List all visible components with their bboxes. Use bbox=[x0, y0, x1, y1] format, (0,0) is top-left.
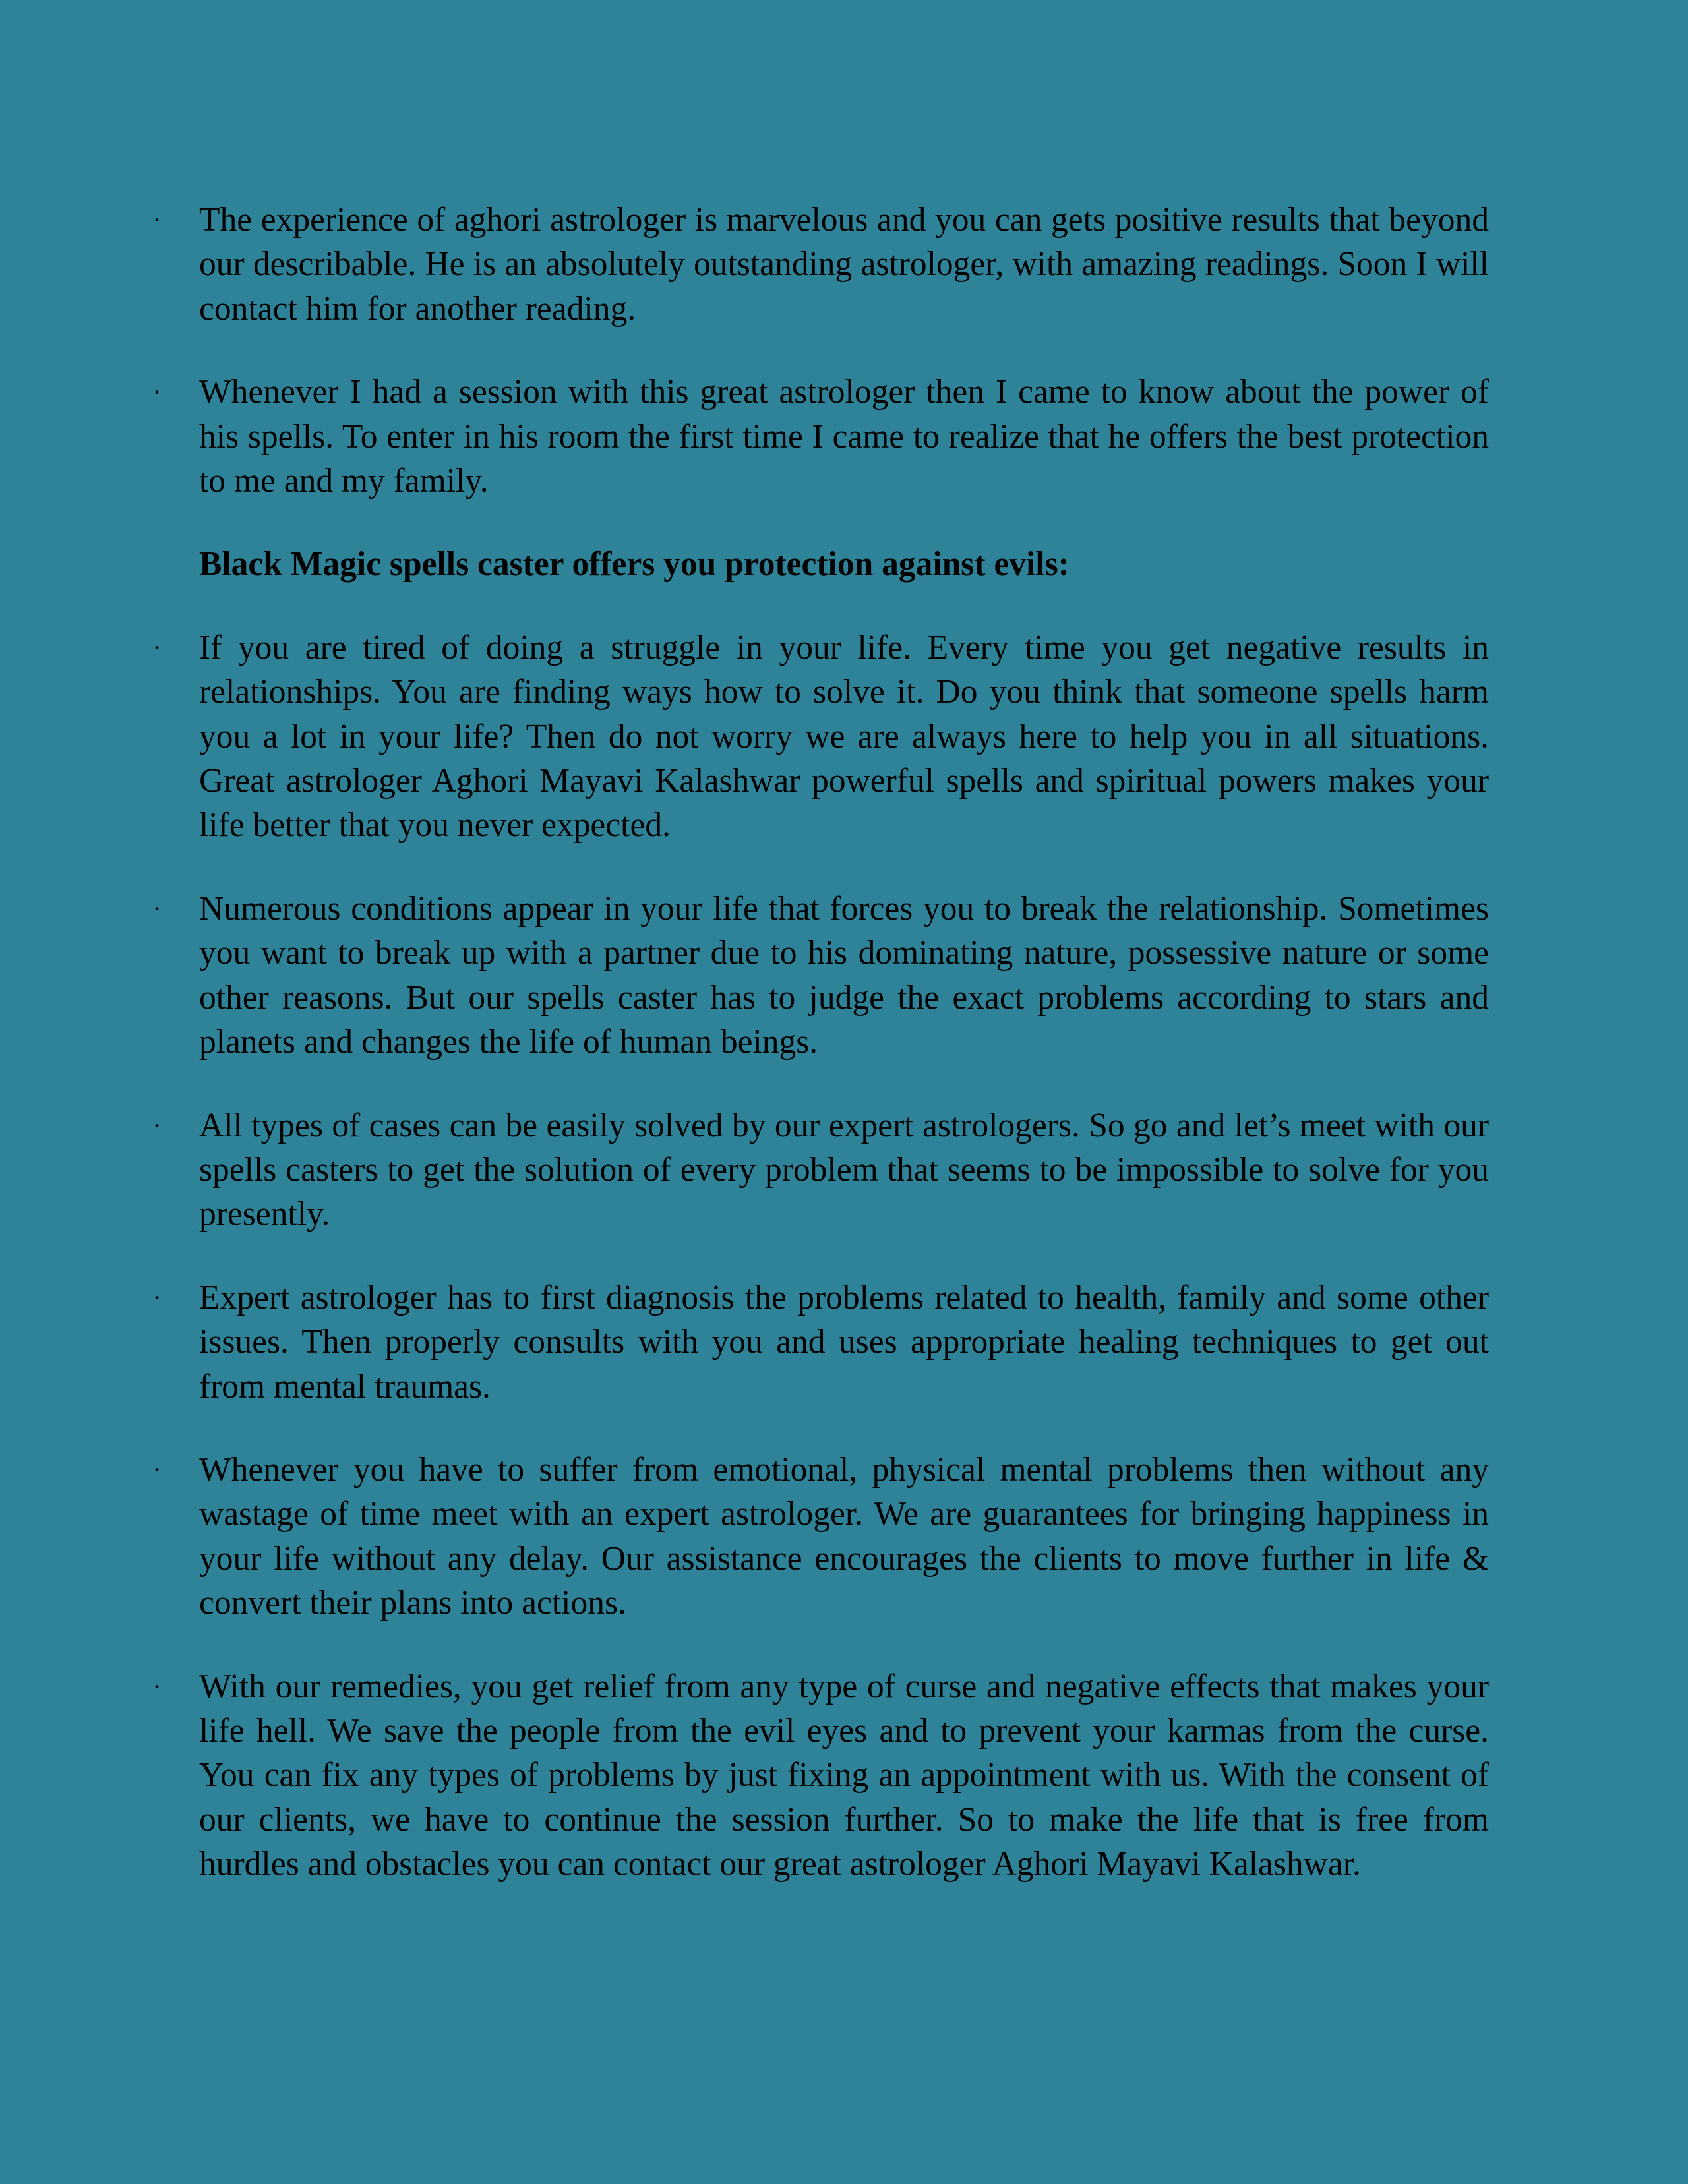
paragraph-text: If you are tired of doing a struggle in your life. Every time you get negative results in relationships. You are finding ways how to solve it. Do you think that someone spells harm you a lot in your life? Then do not worry we are always here to help you in all situations. Great astrologer Aghori Mayavi Kalashwar powerful spells and spiritual powers makes your life better that you never expected. bbox=[199, 628, 1489, 844]
paragraph-text: Numerous conditions appear in your life that forces you to break the relationship. Sometimes you want to break up with a partner due to his dominating nature, possessive nature or some other reasons. But our spells caster has to judge the exact problems according to stars and planets and changes the life of human beings. bbox=[199, 889, 1489, 1061]
bullet-paragraph bbox=[152, 370, 1489, 503]
section-heading: Black Magic spells caster offers you protection against evils: bbox=[199, 545, 1070, 583]
paragraph-text: The experience of aghori astrologer is marvelous and you can gets positive results that beyond our describable. He is an absolutely outstanding astrologer, with amazing readings. Soon I will contact him for another reading. bbox=[199, 201, 1489, 328]
paragraph-text: All types of cases can be easily solved by our expert astrologers. So go and let’s meet with our spells casters to get the solution of every problem that seems to be impossible to solve for you presently. bbox=[199, 1106, 1489, 1233]
bullet-paragraph bbox=[152, 887, 1489, 1065]
bullet-dot: · bbox=[152, 1454, 162, 1485]
bullet-paragraph bbox=[152, 1665, 1489, 1887]
bullet-dot: · bbox=[152, 1282, 162, 1313]
paragraph-text: Whenever you have to suffer from emotional, physical mental problems then without any wastage of time meet with an expert astrologer. We are guarantees for bringing happiness in your life without any delay. Our assistance encourages the clients to move further in life & convert their plans into actions. bbox=[199, 1450, 1489, 1622]
bullet-paragraph bbox=[152, 1104, 1489, 1237]
bullet-paragraph bbox=[152, 1448, 1489, 1626]
paragraph-text: With our remedies, you get relief from any type of curse and negative effects that makes your life hell. We save the people from the evil eyes and to prevent your karmas from the curse. You can fix any types of problems by just fixing an appointment with us. With the consent of our clients, we have to continue the session further. So to make the life that is free from hurdles and obstacles you can contact our great astrologer Aghori Mayavi Kalashwar. bbox=[199, 1667, 1489, 1883]
bullet-paragraph bbox=[152, 1276, 1489, 1409]
bullet-dot: · bbox=[152, 632, 162, 663]
bullet-dot: · bbox=[152, 1110, 162, 1140]
document-body bbox=[152, 198, 1489, 1926]
bullet-dot: · bbox=[152, 377, 162, 407]
bullet-dot: · bbox=[152, 1671, 162, 1701]
bullet-dot: · bbox=[152, 205, 162, 235]
paragraph-text: Whenever I had a session with this great astrologer then I came to know about the power of his spells. To enter in his room the first time I came to realize that he offers the best protection to me and my family. bbox=[199, 373, 1489, 500]
bullet-dot: · bbox=[152, 893, 162, 924]
bullet-paragraph bbox=[152, 626, 1489, 848]
bullet-paragraph bbox=[152, 198, 1489, 331]
paragraph-text: Expert astrologer has to first diagnosis the problems related to health, family and some other issues. Then properly consults with you and uses appropriate healing techniques to get out from mental traumas. bbox=[199, 1278, 1489, 1405]
